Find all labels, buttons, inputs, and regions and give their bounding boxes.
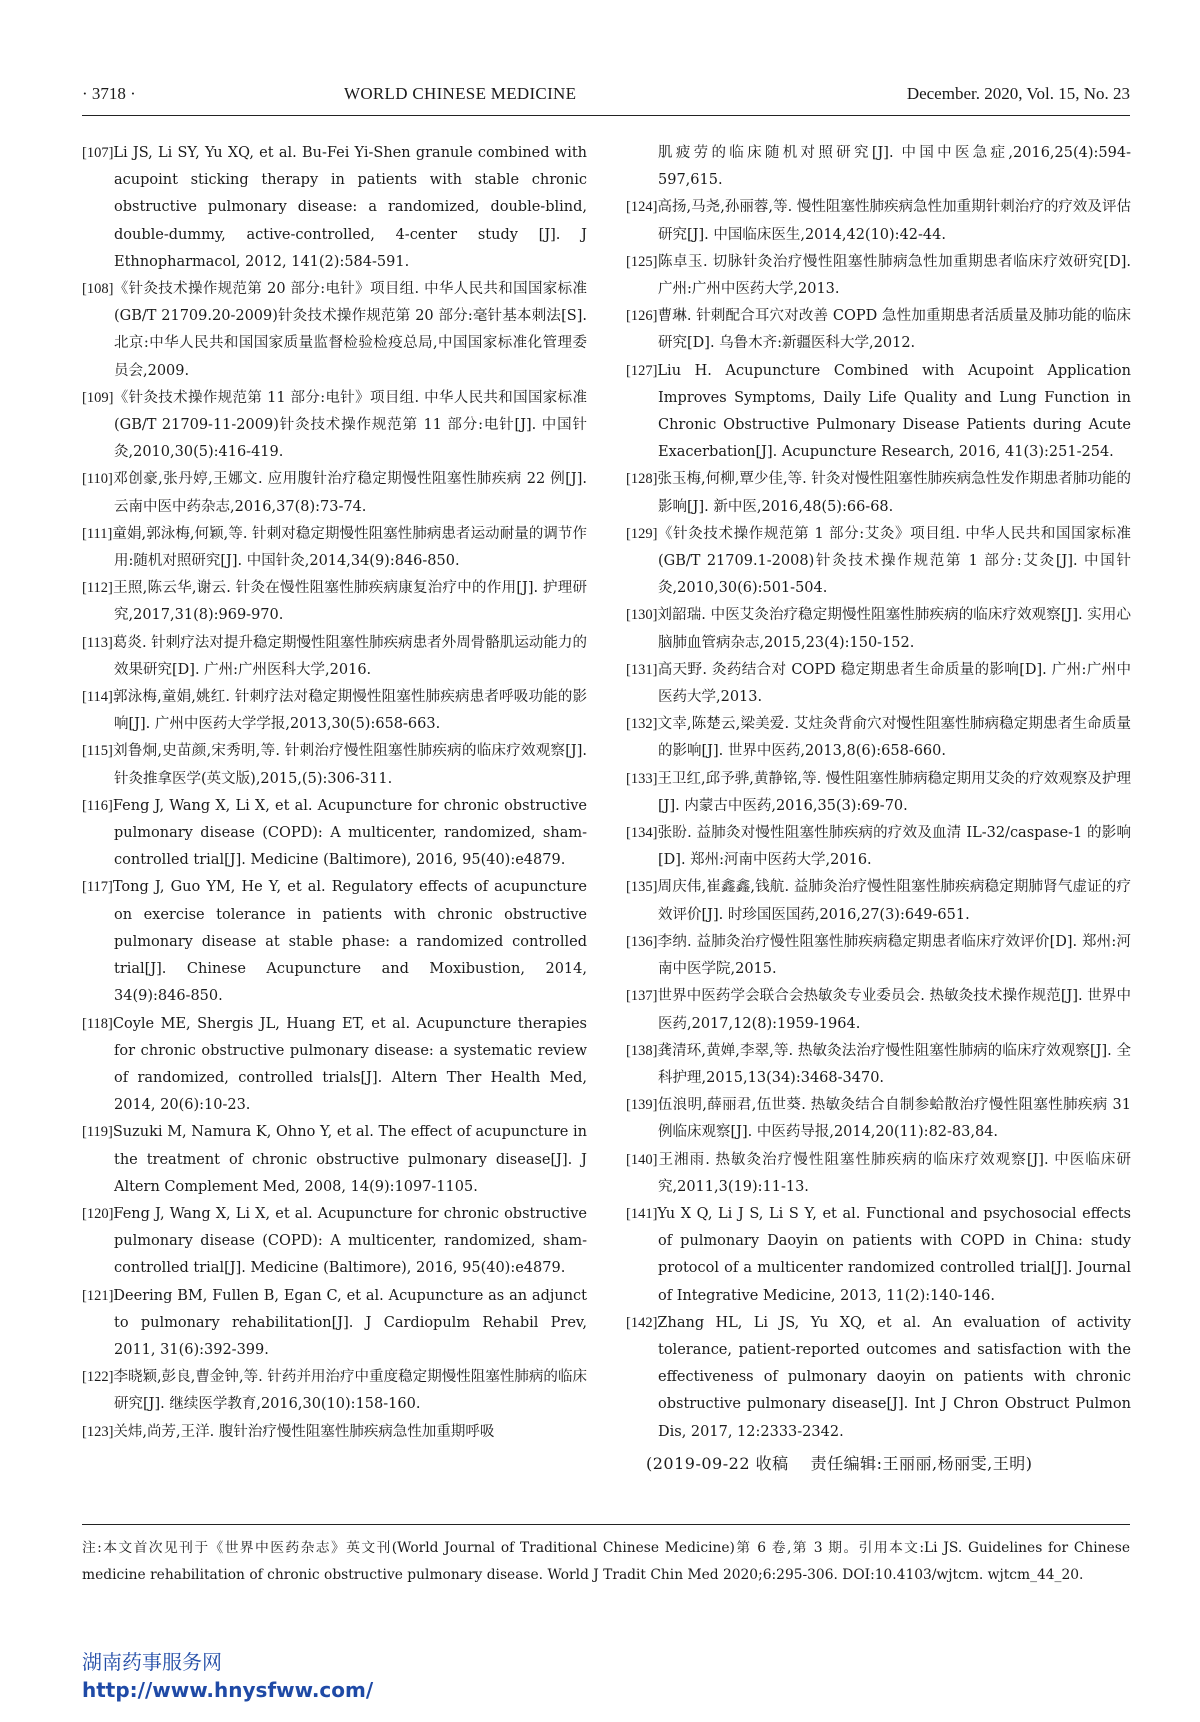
reference-continuation: 肌疲劳的临床随机对照研究[J]. 中国中医急症,2016,25(4):594-597,615. — [658, 145, 1131, 189]
reference-number: [117] — [82, 879, 113, 896]
reference-entry — [626, 874, 1131, 928]
journal-name: WORLD CHINESE MEDICINE — [344, 84, 577, 103]
reference-text: 关炜,尚芳,王洋. 腹针治疗慢性阻塞性肺疾病急性加重期呼吸 — [113, 1423, 495, 1440]
reference-entry — [626, 1310, 1131, 1446]
reference-number: [127] — [626, 362, 658, 379]
reference-number: [111] — [82, 525, 113, 542]
reference-number: [120] — [82, 1205, 114, 1222]
reference-entry — [82, 793, 587, 875]
reference-number: [113] — [82, 634, 113, 651]
reference-text: 刘鲁炯,史苗颜,宋秀明,等. 针刺治疗慢性阻塞性肺疾病的临床疗效观察[J]. 针灸推拿医学(英文版),2015,(5):306-311. — [112, 743, 587, 787]
reference-text: 李纳. 益肺灸治疗慢性阻塞性肺疾病稳定期患者临床疗效评价[D]. 郑州:河南中医学院,2015. — [657, 933, 1131, 978]
reference-entry — [626, 303, 1131, 357]
references-left-column — [82, 140, 587, 1446]
reference-number: [114] — [82, 689, 113, 706]
reference-number: [109] — [82, 389, 114, 406]
footnote-rule — [82, 1524, 1130, 1525]
page-number: · 3718 · — [82, 84, 136, 103]
reference-text: Liu H. Acupuncture Combined with Acupoint Application Improves Symptoms, Daily Life Quality and Lung Function in Chronic Obstructive Pulmonary Disease Patients during Acute Exacerbation[J]. Acupuncture Research, 2016, 41(3):251-254. — [657, 362, 1131, 461]
reference-entry — [626, 521, 1131, 603]
references-right-column — [626, 140, 1131, 1477]
reference-entry — [82, 466, 587, 520]
reference-entry — [82, 738, 587, 792]
reference-text: 童娟,郭泳梅,何颖,等. 针刺对稳定期慢性阻塞性肺病患者运动耐量的调节作用:随机对照研究[J]. 中国针灸,2014,34(9):846-850. — [112, 525, 587, 570]
reference-entry — [626, 1092, 1131, 1146]
reference-text: 世界中医药学会联合会热敏灸专业委员会. 热敏灸技术操作规范[J]. 世界中医药,2017,12(8):1959-1964. — [657, 988, 1131, 1032]
reference-entry — [626, 602, 1131, 656]
reference-number: [126] — [626, 308, 658, 325]
reference-text: 邓创豪,张丹婷,王娜文. 应用腹针治疗稳定期慢性阻塞性肺疾病 22 例[J]. 云南中医中药杂志,2016,37(8):73-74. — [112, 471, 587, 515]
reference-number: [116] — [82, 797, 113, 814]
reference-text: 高扬,马尧,孙丽蓉,等. 慢性阻塞性肺疾病急性加重期针刺治疗的疗效及评估研究[J]. 中国临床医生,2014,42(10):42-44. — [657, 199, 1131, 243]
reference-entry — [82, 1419, 587, 1446]
reference-number: [131] — [626, 661, 658, 678]
reference-number: [121] — [82, 1287, 114, 1304]
reference-text: 张玉梅,何柳,覃少佳,等. 针灸对慢性阻塞性肺疾病急性发作期患者肺功能的影响[J]. 新中医,2016,48(5):66-68. — [657, 471, 1131, 515]
reference-text: Feng J, Wang X, Li X, et al. Acupuncture for chronic obstructive pulmonary disease (COPD): A multicenter, randomized, sham-controlled trial[J]. Medicine (Baltimore), 2016, 95(40):e4879. — [113, 1205, 587, 1277]
citation-footnote: 注:本文首次见刊于《世界中医药杂志》英文刊(World Journal of Traditional Chinese Medicine)第 6 卷,第 3 期。引用本文:Li JS. Guidelines for Chinese medicine rehabilitation of chronic obstructive pulmonary disease. World J Tradit Chin Med 2020;6:295-306. DOI:10.4103/wjtcm. wjtcm_44_20. — [82, 1540, 1130, 1583]
reference-text: 《针灸技术操作规范第 11 部分:电针》项目组. 中华人民共和国国家标准(GB/T 21709-11-2009)针灸技术操作规范第 11 部分:电针[J]. 中国针灸,2010,30(5):416-419. — [113, 389, 587, 461]
watermark-site-name: 湖南药事服务网 — [82, 1650, 222, 1674]
reference-text: 文幸,陈楚云,梁美爱. 艾炷灸背俞穴对慢性阻塞性肺病稳定期患者生命质量的影响[J]. 世界中医药,2013,8(6):658-660. — [657, 716, 1131, 760]
reference-number: [124] — [626, 199, 658, 216]
reference-entry — [82, 1119, 587, 1201]
received-editor-line: (2019-09-22 收稿 责任编辑:王丽丽,杨丽雯,王明) — [646, 1453, 1033, 1473]
reference-entry — [626, 358, 1131, 467]
reference-text: 王照,陈云华,谢云. 针灸在慢性阻塞性肺疾病康复治疗中的作用[J]. 护理研究,2017,31(8):969-970. — [112, 580, 587, 624]
reference-entry — [82, 521, 587, 575]
reference-entry — [626, 194, 1131, 248]
reference-number: [123] — [82, 1423, 114, 1440]
reference-number: [137] — [626, 988, 658, 1005]
reference-number: [125] — [626, 253, 658, 270]
reference-number: [108] — [82, 281, 114, 298]
reference-text: Feng J, Wang X, Li X, et al. Acupuncture for chronic obstructive pulmonary disease (COPD): A multicenter, randomized, sham-controlled trial[J]. Medicine (Baltimore), 2016, 95(40):e4879. — [112, 797, 587, 869]
reference-entry — [82, 684, 587, 738]
reference-number: [142] — [626, 1314, 658, 1331]
reference-number: [129] — [626, 525, 658, 542]
reference-entry — [626, 820, 1131, 874]
reference-number: [107] — [82, 145, 114, 161]
reference-number: [133] — [626, 770, 658, 787]
reference-number: [118] — [82, 1015, 113, 1032]
reference-entry — [82, 140, 587, 276]
reference-entry — [626, 766, 1131, 820]
reference-entry — [82, 276, 587, 385]
reference-number: [110] — [82, 471, 113, 488]
reference-list-right — [626, 194, 1131, 1445]
reference-number: [119] — [82, 1124, 113, 1141]
reference-entry — [82, 1283, 587, 1365]
reference-number: [138] — [626, 1042, 658, 1059]
reference-number: [112] — [82, 580, 113, 597]
reference-text: Li JS, Li SY, Yu XQ, et al. Bu-Fei Yi-Shen granule combined with acupoint sticking therapy in patients with stable chronic obstructive pulmonary disease: a randomized, double-blind, double-dummy, active-controlled, 4-center study [J]. J Ethnopharmacol, 2012, 141(2):584-591. — [113, 145, 587, 270]
reference-text: Yu X Q, Li J S, Li S Y, et al. Functional and psychosocial effects of pulmonary Daoyin on patients with COPD in China: study protocol of a multicenter randomized controlled trial[J]. Journal of Integrative Medicine, 2013, 11(2):140-146. — [657, 1205, 1131, 1304]
reference-text: 李晓颖,彭良,曹金钟,等. 针药并用治疗中重度稳定期慢性阻塞性肺病的临床研究[J]. 继续医学教育,2016,30(10):158-160. — [113, 1369, 587, 1413]
reference-number: [139] — [626, 1097, 658, 1114]
reference-number: [141] — [626, 1205, 658, 1222]
reference-number: [136] — [626, 933, 658, 950]
reference-text: Deering BM, Fullen B, Egan C, et al. Acupuncture as an adjunct to pulmonary rehabilitation[J]. J Cardiopulm Rehabil Prev, 2011, 31(6):392-399. — [113, 1287, 587, 1358]
reference-entry — [82, 1201, 587, 1283]
reference-entry — [626, 929, 1131, 983]
reference-entry — [82, 1364, 587, 1418]
reference-text: 伍浪明,薛丽君,伍世葵. 热敏灸结合自制参蛤散治疗慢性阻塞性肺疾病 31 例临床观察[J]. 中医药导报,2014,20(11):82-83,84. — [657, 1097, 1131, 1141]
reference-text: Coyle ME, Shergis JL, Huang ET, et al. Acupuncture therapies for chronic obstructive pulmonary disease: a systematic review of randomized, controlled trials[J]. Altern Ther Health Med, 2014, 20(6):10-23. — [112, 1015, 587, 1114]
issue-info: December. 2020, Vol. 15, No. 23 — [906, 84, 1130, 103]
reference-entry — [626, 711, 1131, 765]
reference-text: Tong J, Guo YM, He Y, et al. Regulatory effects of acupuncture on exercise tolerance in patients with chronic obstructive pulmonary disease at stable phase: a randomized controlled trial[J]. Chinese Acupuncture and Moxibustion, 2014, 34(9):846-850. — [112, 879, 587, 1005]
reference-entry — [82, 874, 587, 1010]
running-header — [82, 84, 1130, 108]
reference-text: 郭泳梅,童娟,姚红. 针刺疗法对稳定期慢性阻塞性肺疾病患者呼吸功能的影响[J]. 广州中医药大学学报,2013,30(5):658-663. — [112, 689, 587, 733]
reference-entry — [626, 1147, 1131, 1201]
reference-entry — [626, 657, 1131, 711]
reference-entry — [82, 385, 587, 467]
reference-entry — [82, 630, 587, 684]
reference-entry — [626, 466, 1131, 520]
reference-number: [135] — [626, 879, 658, 896]
reference-text: 高天野. 灸药结合对 COPD 稳定期患者生命质量的影响[D]. 广州:广州中医药大学,2013. — [657, 661, 1131, 706]
reference-number: [130] — [626, 607, 658, 624]
reference-number: [128] — [626, 471, 658, 488]
reference-text: 张盼. 益肺灸对慢性阻塞性肺疾病的疗效及血清 IL-32/caspase-1 的影响[D]. 郑州:河南中医药大学,2016. — [657, 825, 1131, 869]
reference-number: [134] — [626, 825, 658, 842]
reference-number: [140] — [626, 1151, 658, 1168]
reference-text: 王湘雨. 热敏灸治疗慢性阻塞性肺疾病的临床疗效观察[J]. 中医临床研究,2011,3(19):11-13. — [657, 1151, 1131, 1195]
reference-entry — [626, 1201, 1131, 1310]
reference-number: [132] — [626, 716, 658, 733]
reference-text: Zhang HL, Li JS, Yu XQ, et al. An evaluation of activity tolerance, patient-reported outcomes and satisfaction with the effectiveness of pulmonary daoyin on patients with chronic obstructive pulmonary disease[J]. Int J Chron Obstruct Pulmon Dis, 2017, 12:2333-2342. — [657, 1314, 1131, 1440]
reference-text: 曹琳. 针刺配合耳穴对改善 COPD 急性加重期患者活质量及肺功能的临床研究[D]. 乌鲁木齐:新疆医科大学,2012. — [657, 308, 1131, 352]
reference-text: Suzuki M, Namura K, Ohno Y, et al. The effect of acupuncture in the treatment of chronic obstructive pulmonary disease[J]. J Altern Complement Med, 2008, 14(9):1097-1105. — [112, 1124, 587, 1195]
reference-text: 陈卓玉. 切脉针灸治疗慢性阻塞性肺病急性加重期患者临床疗效研究[D]. 广州:广州中医药大学,2013. — [657, 253, 1131, 298]
watermark-url[interactable]: http://www.hnysfww.com/ — [82, 1678, 374, 1702]
reference-entry — [626, 1038, 1131, 1092]
reference-entry — [626, 249, 1131, 303]
header-rule — [82, 115, 1130, 116]
reference-text: 龚清环,黄婵,李翠,等. 热敏灸法治疗慢性阻塞性肺病的临床疗效观察[J]. 全科护理,2015,13(34):3468-3470. — [657, 1042, 1131, 1086]
reference-text: 周庆伟,崔鑫鑫,钱航. 益肺灸治疗慢性阻塞性肺疾病稳定期肺肾气虚证的疗效评价[J]. 时珍国医国药,2016,27(3):649-651. — [657, 879, 1131, 923]
reference-entry — [626, 983, 1131, 1037]
reference-text: 刘韶瑞. 中医艾灸治疗稳定期慢性阻塞性肺疾病的临床疗效观察[J]. 实用心脑肺血管病杂志,2015,23(4):150-152. — [657, 607, 1131, 651]
reference-text: 《针灸技术操作规范第 20 部分:电针》项目组. 中华人民共和国国家标准(GB/T 21709.20-2009)针灸技术操作规范第 20 部分:毫针基本刺法[S]. 北京:中华人民共和国国家质量监督检验检疫总局,中国国家标准化管理委员会,2009. — [113, 281, 587, 379]
reference-number: [122] — [82, 1369, 114, 1386]
reference-text: 王卫红,邱予骅,黄静铭,等. 慢性阻塞性肺病稳定期用艾灸的疗效观察及护理[J]. 内蒙古中医药,2016,35(3):69-70. — [657, 770, 1131, 814]
reference-text: 《针灸技术操作规范第 1 部分:艾灸》项目组. 中华人民共和国国家标准(GB/T 21709.1-2008)针灸技术操作规范第 1 部分:艾灸[J]. 中国针灸,2010,30(6):501-504. — [657, 525, 1131, 597]
reference-number: [115] — [82, 743, 113, 760]
reference-entry — [82, 1011, 587, 1120]
reference-text: 葛炎. 针刺疗法对提升稳定期慢性阻塞性肺疾病患者外周骨骼肌运动能力的效果研究[D]. 广州:广州医科大学,2016. — [112, 634, 587, 678]
site-watermark — [82, 1648, 373, 1704]
reference-entry — [82, 575, 587, 629]
